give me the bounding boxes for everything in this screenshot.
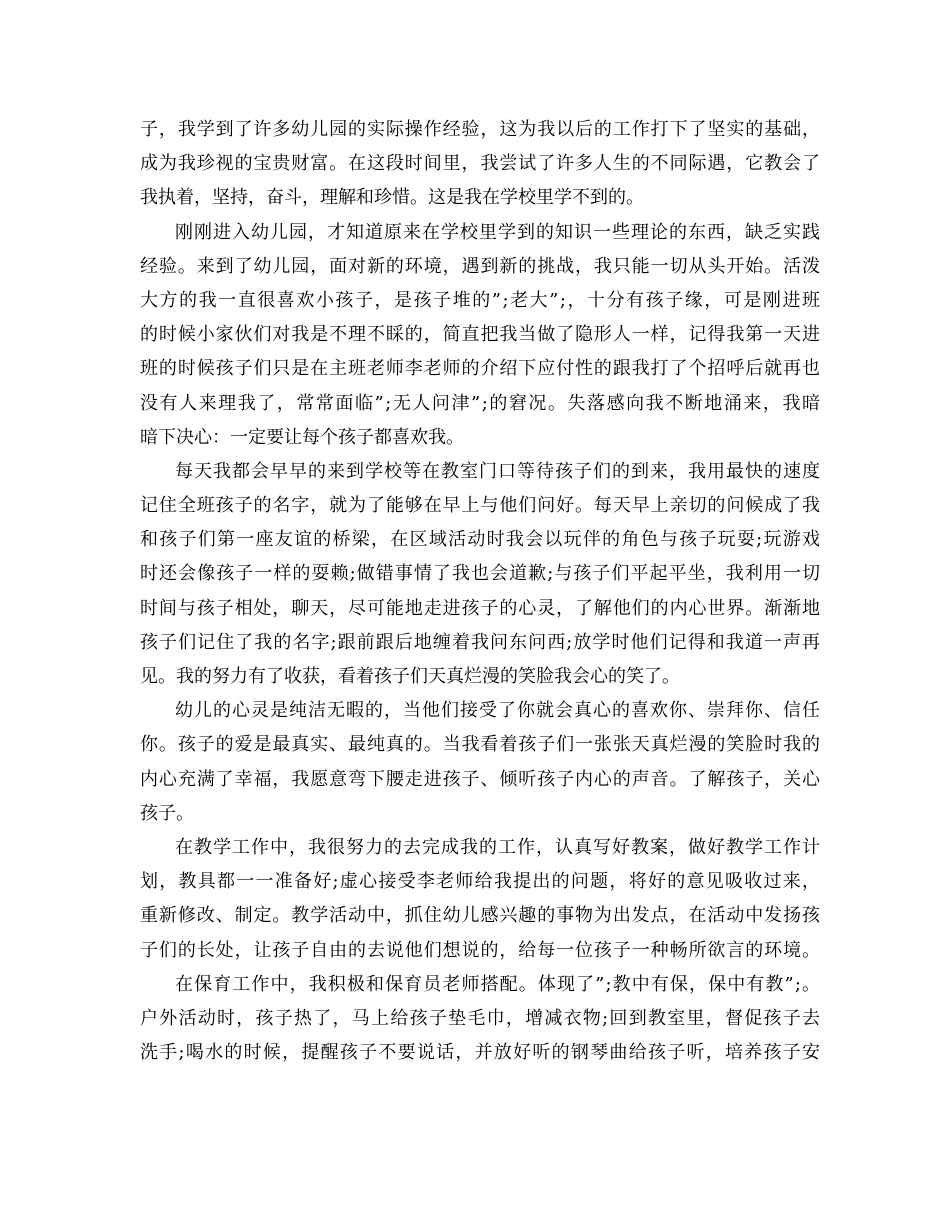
text-line: 你。孩子的爱是最真实、最纯真的。当我看着孩子们一张张天真烂漫的笑脸时我的 — [140, 734, 821, 756]
paragraph-first-line: 幼儿的心灵是纯洁无暇的，当他们接受了你就会真心的喜欢你、崇拜你、信任 — [175, 700, 821, 722]
text-line: 没有人来理我了，常常面临”;无人问津”;的窘况。失落感向我不断地涌来，我暗 — [140, 392, 822, 414]
text-line: 孩子们记住了我的名字;跟前跟后地缠着我问东问西;放学时他们记得和我道一声再 — [140, 631, 822, 653]
text-line: 时间与孩子相处，聊天，尽可能地走进孩子的心灵，了解他们的内心世界。渐渐地 — [140, 597, 821, 619]
paragraph-first-line: 每天我都会早早的来到学校等在教室门口等待孩子们的到来，我用最快的速度 — [175, 460, 821, 482]
text-line: 记住全班孩子的名字，就为了能够在早上与他们问好。每天早上亲切的问候成了我 — [140, 495, 821, 517]
text-line: 子们的长处，让孩子自由的去说他们想说的，给每一位孩子一种畅所欲言的环境。 — [140, 939, 821, 961]
paragraph-first-line: 刚刚进入幼儿园，才知道原来在学校里学到的知识一些理论的东西，缺乏实践 — [175, 221, 821, 243]
text-line: 大方的我一直很喜欢小孩子，是孩子堆的”;老大”;，十分有孩子缘，可是刚进班 — [140, 289, 822, 311]
text-line: 班的时候孩子们只是在主班老师李老师的介绍下应付性的跟我打了个招呼后就再也 — [140, 358, 821, 380]
text-line: 划，教具都一一准备好;虚心接受李老师给我提出的问题，将好的意见吸收过来， — [140, 871, 822, 893]
text-line: 暗下决心：一定要让每个孩子都喜欢我。 — [140, 426, 464, 448]
text-line: 孩子。 — [140, 802, 194, 824]
text-line: 见。我的努力有了收获，看着孩子们天真烂漫的笑脸我会心的笑了。 — [140, 666, 680, 687]
text-line: 洗手;喝水的时候，提醒孩子不要说话，并放好听的钢琴曲给孩子听，培养孩子安 — [140, 1042, 822, 1064]
text-line: 重新修改、制定。教学活动中，抓住幼儿感兴趣的事物为出发点，在活动中发扬孩 — [140, 905, 821, 927]
text-line: 内心充满了幸福，我愿意弯下腰走进孩子、倾听孩子内心的声音。了解孩子，关心 — [140, 768, 821, 790]
paragraph-first-line: 在教学工作中，我很努力的去完成我的工作，认真写好教案，做好教学工作计 — [175, 836, 821, 858]
text-line: 我执着，坚持，奋斗，理解和珍惜。这是我在学校里学不到的。 — [140, 187, 644, 209]
text-line: 子，我学到了许多幼儿园的实际操作经验，这为我以后的工作打下了坚实的基础， — [140, 119, 821, 140]
paragraph-first-line: 在保育工作中，我积极和保育员老师搭配。体现了”;教中有保，保中有教”;。 — [175, 973, 822, 995]
text-line: 成为我珍视的宝贵财富。在这段时间里，我尝试了许多人生的不同际遇，它教会了 — [140, 153, 821, 175]
text-line: 户外活动时，孩子热了，马上给孩子垫毛巾，增减衣物;回到教室里，督促孩子去 — [140, 1007, 822, 1029]
text-line: 的时候小家伙们对我是不理不睬的，简直把我当做了隐形人一样，记得我第一天进 — [140, 324, 821, 346]
text-line: 时还会像孩子一样的耍赖;做错事情了我也会道歉;与孩子们平起平坐，我利用一切 — [140, 563, 822, 585]
text-line: 经验。来到了幼儿园，面对新的环境，遇到新的挑战，我只能一切从头开始。活泼 — [140, 255, 821, 277]
body-text — [140, 113, 820, 1070]
text-line: 和孩子们第一座友谊的桥梁，在区域活动时我会以玩伴的角色与孩子玩耍;玩游戏 — [140, 529, 822, 551]
